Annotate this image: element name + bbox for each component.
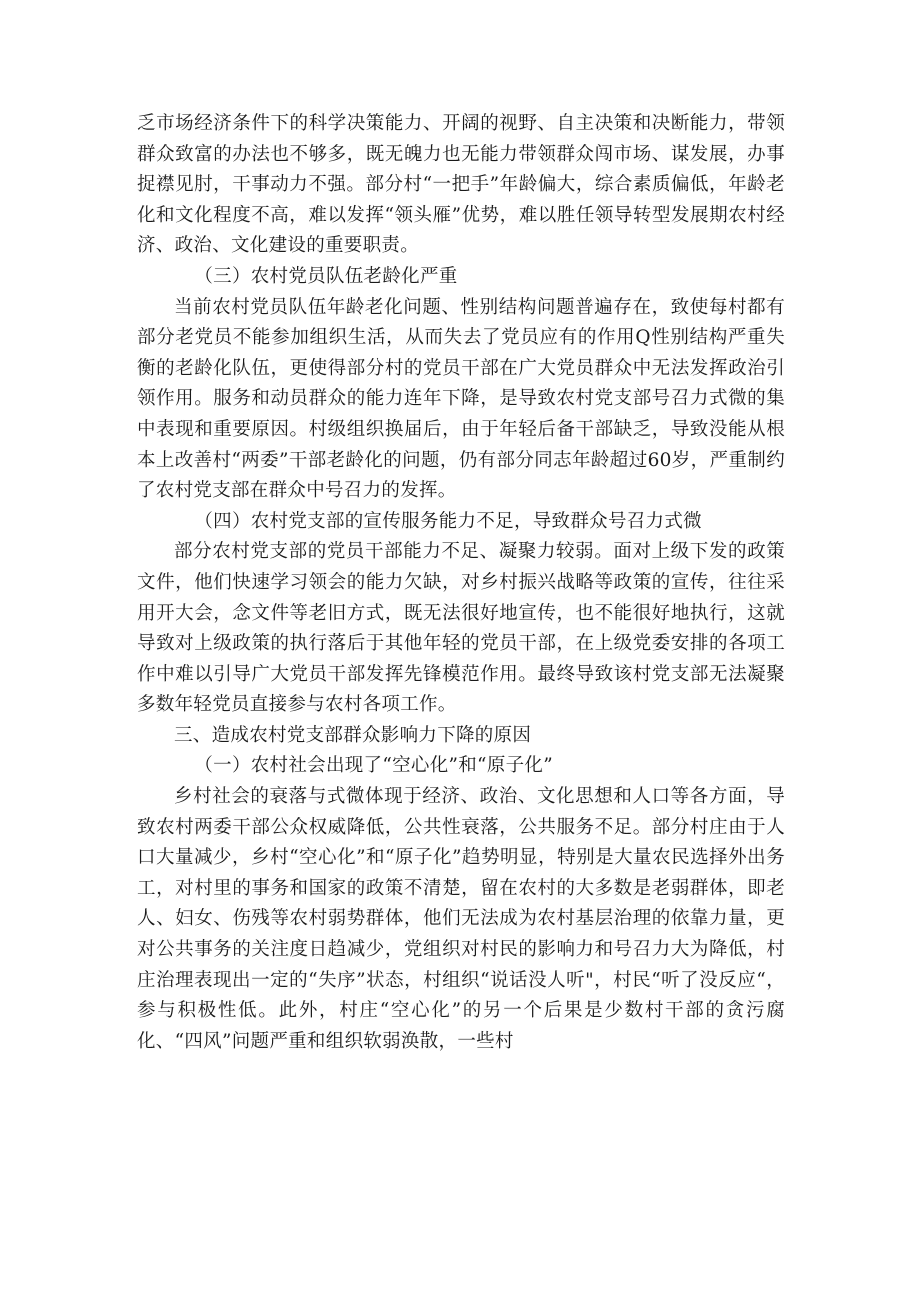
document-body [137, 109, 785, 1057]
paragraph-aging-members: 当前农村党员队伍年龄老化问题、性别结构问题普遍存在，致使每村都有部分老党员不能参加组织生活，从而失去了党员应有的作用Q性别结构严重失衡的老龄化队伍，更使得部分村的党员干部在广大党员群众中无法发挥政治引领作用。服务和动员群众的能力连年下降，是导致农村党支部号召力式微的集中表现和重要原因。村级组织换届后，由于年轻后备干部缺乏，导致没能从根本上改善村“两委”干部老龄化的问题，仍有部分同志年龄超过60岁，严重制约了农村党支部在群众中号召力的发挥。 [137, 296, 785, 502]
section-subheading-1: （一）农村社会出现了“空心化”和“原子化” [194, 755, 553, 777]
paragraph-hollowing: 乡村社会的衰落与式微体现于经济、政治、文化思想和人口等各方面，导致农村两委干部公众权威降低，公共性衰落，公共服务不足。部分村庄由于人口大量减少，乡村“空心化”和“原子化”趋势明显，特别是大量农民选择外出务工，对村里的事务和国家的政策不清楚，留在农村的大多数是老弱群体，即老人、妇女、伤残等农村弱势群体，他们无法成为农村基层治理的依靠力量，更对公共事务的关注度日趋减少，党组织对村民的影响力和号召力大为降低，村庄治理表现出一定的“失序”状态，村组织“说话没人听"，村民“听了没反应“，参与积极性低。此外，村庄“空心化”的另一个后果是少数村干部的贪污腐化、“四风”问题严重和组织软弱涣散，一些村 [137, 786, 785, 1052]
section-heading-causes: 三、造成农村党支部群众影响力下降的原因 [174, 724, 532, 746]
paragraph-publicity-ability: 部分农村党支部的党员干部能力不足、凝聚力较弱。面对上级下发的政策文件，他们快速学习领会的能力欠缺，对乡村振兴战略等政策的宣传，往往采用开大会，念文件等老旧方式，既无法很好地宣传，也不能很好地执行，这就导致对上级政策的执行落后于其他年轻的党员干部，在上级党委安排的各项工作中难以引导广大党员干部发挥先锋模范作用。最终导致该村党支部无法凝聚多数年轻党员直接参与农村各项工作。 [137, 541, 785, 716]
section-subheading-4: （四）农村党支部的宣传服务能力不足，导致群众号召力式微 [194, 510, 702, 532]
paragraph-continued: 乏市场经济条件下的科学决策能力、开阔的视野、自主决策和决断能力，带领群众致富的办法也不够多，既无魄力也无能力带领群众闯市场、谋发展，办事捉襟见肘，干事动力不强。部分村“一把手”年龄偏大，综合素质偏低，年龄老化和文化程度不高，难以发挥“领头雁”优势，难以胜任领导转型发展期农村经济、政治、文化建设的重要职责。 [137, 113, 785, 257]
section-subheading-3: （三）农村党员队伍老龄化严重 [194, 265, 458, 287]
